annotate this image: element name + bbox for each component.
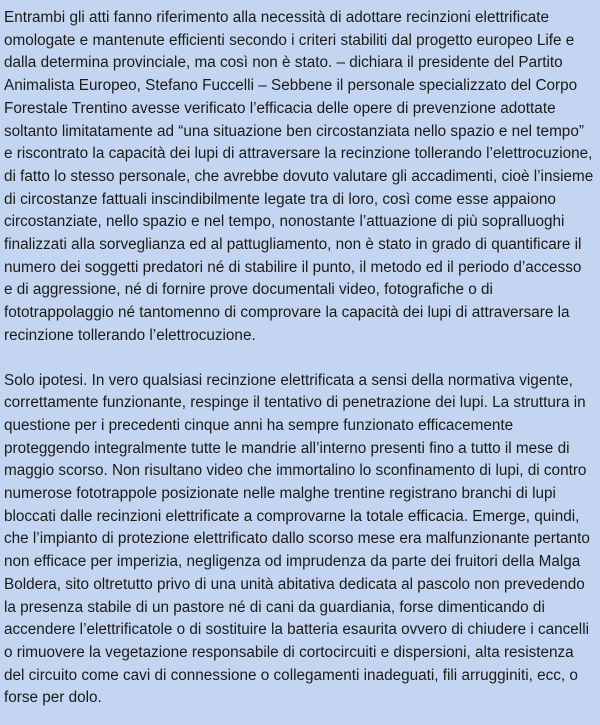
- text-line: finalizzati alla sorveglianza ed al pattugliamento, non è stato in grado di quantificare il: [4, 236, 582, 254]
- text-line: Entrambi gli atti fanno riferimento alla necessità di adottare recinzioni elettrificate: [4, 9, 550, 26]
- text-line: di fatto lo stesso personale, che avrebbe dovuto valutare gli accadimenti, cioè l’insieme: [4, 167, 594, 185]
- text-line: e di aggressione, né di fornire prove documentali video, fotografiche o di: [4, 281, 493, 299]
- text-line: Animalista Europeo, Stefano Fuccelli – Sebbene il personale specializzato del Corpo: [4, 77, 578, 95]
- text-line: Forestale Trentino avesse verificato l’efficacia delle opere di prevenzione adottate: [4, 99, 556, 117]
- text-line: forse per dolo.: [4, 689, 102, 707]
- paragraph-1: [4, 7, 596, 348]
- text-line: maggio scorso. Non risultano video che immortalino lo sconfinamento di lupi, di contro: [4, 462, 587, 480]
- text-line: soltanto limitatamente ad “una situazione ben circostanziata nello spazio e nel tempo”: [4, 122, 584, 140]
- text-line: del circuito come cavi di connessione o collegamenti inadeguati, fili arrugginiti, ecc, o: [4, 666, 578, 684]
- text-line: bloccati dalle recinzioni elettrificate a comprovarne la totale efficacia. Emerge, quindi,: [4, 507, 580, 525]
- text-line: numero dei soggetti predatori né di stabilire il punto, il metodo ed il periodo d’accesso: [4, 258, 582, 276]
- text-line: fototrappolaggio né tantomenno di comprovare la capacità dei lupi di attraversare la: [4, 304, 570, 322]
- text-line: o rimuovere la vegetazione responsabile di cortocircuiti e dispersioni, alta resistenza: [4, 643, 574, 661]
- text-line: numerose fototrappole posizionate nelle malghe trentine registrano branchi di lupi: [4, 485, 556, 503]
- text-line: questione per i precedenti cinque anni ha sempre funzionato efficacemente: [4, 416, 514, 434]
- text-line: Boldera, sito oltretutto privo di una unità abitativa dedicata al pascolo non prevedendo: [4, 575, 585, 593]
- text-line: la presenza stabile di un pastore né di cani da guardiania, forse dimenticando di: [4, 598, 545, 616]
- text-line: proteggendo integralmente tutte le mandrie all’interno presenti fino a tutto il mese di: [4, 439, 570, 457]
- text-line: omologate e mantenute efficienti secondo i criteri stabiliti dal progetto europeo Life e: [4, 31, 575, 49]
- paragraph-2: [4, 370, 596, 711]
- text-line: Solo ipotesi. In vero qualsiasi recinzione elettrificata a sensi della normativa vigente,: [4, 371, 573, 389]
- text-line: non efficace per imperizia, negligenza od imprudenza da parte dei fruitori della Malga: [4, 553, 581, 571]
- text-line: di circostanze fattuali inscindibilmente legate tra di loro, così come esse appaiono: [4, 190, 556, 208]
- text-line: recinzione tollerando l’elettrocuzione.: [4, 326, 256, 344]
- text-line: accendere l’elettrificatole o di sostituire la batteria esaurita ovvero di chiudere i cancelli: [4, 621, 589, 639]
- text-line: dalla determina provinciale, ma così non è stato. – dichiara il presidente del Partito: [4, 54, 563, 72]
- text-line: che l’impianto di protezione elettrificato dallo scorso mese era malfunzionante pertanto: [4, 530, 590, 548]
- text-line: correttamente funzionante, respinge il tentativo di penetrazione dei lupi. La struttura in: [4, 394, 586, 412]
- text-line: circostanziate, nello spazio e nel tempo, nonostante l’attuazione di più sopralluoghi: [4, 213, 565, 231]
- text-line: e riscontrato la capacità dei lupi di attraversare la recinzione tollerando l’elettrocuzione,: [4, 145, 593, 163]
